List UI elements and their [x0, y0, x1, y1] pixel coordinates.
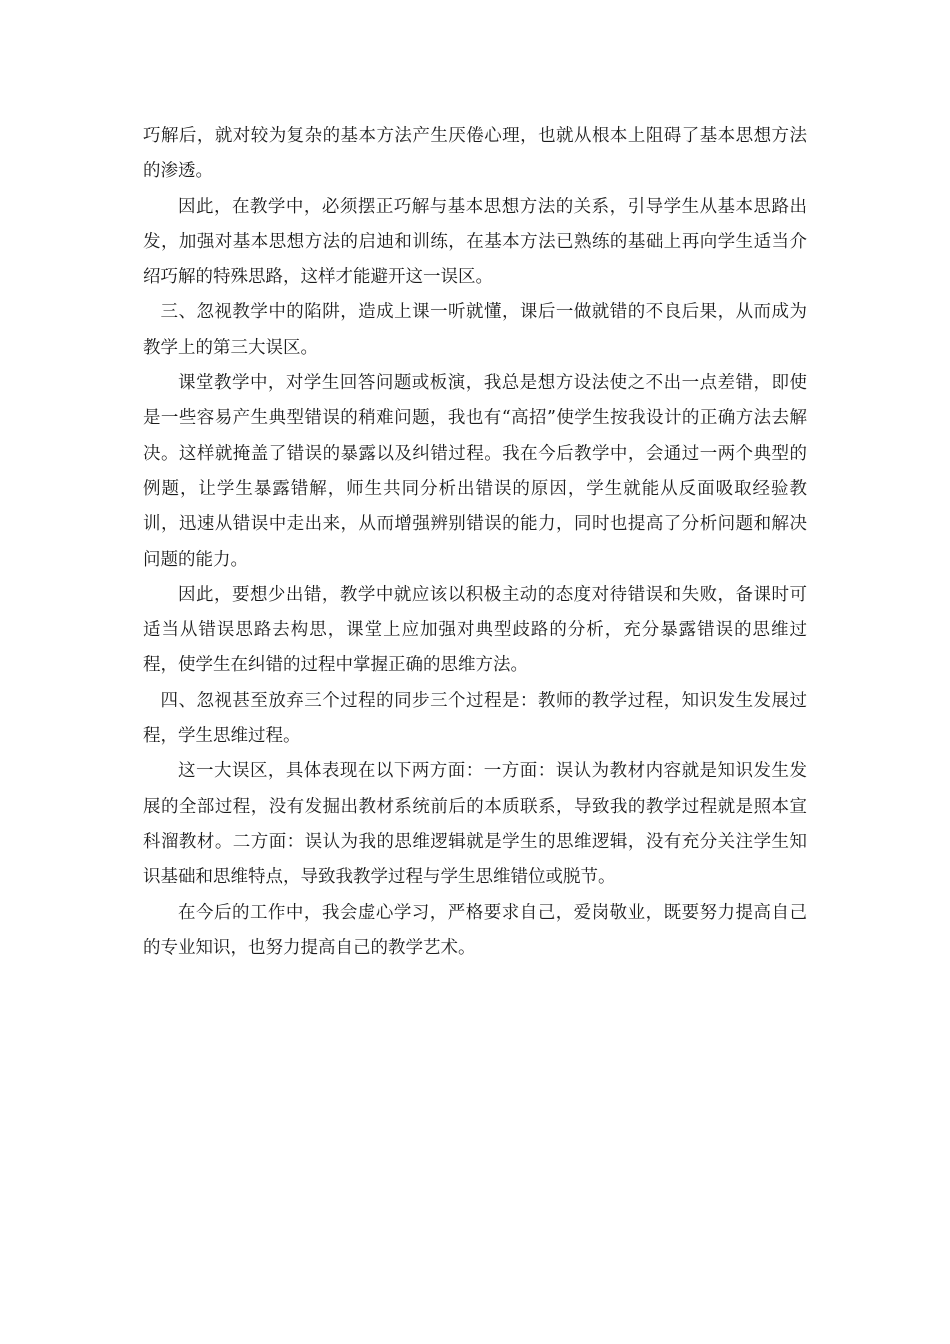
section-heading-four: 四、忽视甚至放弃三个过程的同步三个过程是：教师的教学过程，知识发生发展过程，学生思维过程。 [143, 690, 807, 747]
paragraph-misconception-details: 这一大误区，具体表现在以下两方面：一方面：误认为教材内容就是知识发生发展的全部过程，没有发掘出教材系统前后的本质联系，导致我的教学过程就是照本宣科溜教材。二方面：误认为我的思维逻辑就是学生的思维逻辑，没有充分关注学生知识基础和思维特点，导致我教学过程与学生思维错位或脱节。 [143, 761, 807, 888]
paragraph-future-work: 在今后的工作中，我会虚心学习，严格要求自己，爱岗敬业，既要努力提高自己的专业知识，也努力提高自己的教学艺术。 [143, 902, 807, 958]
paragraph-classroom-teaching: 课堂教学中，对学生回答问题或板演，我总是想方设法使之不出一点差错，即使是一些容易产生典型错误的稍难问题，我也有“高招”使学生按我设计的正确方法去解决。这样就掩盖了错误的暴露以及纠错过程。我在今后教学中，会通过一两个典型的例题，让学生暴露错解，师生共同分析出错误的原因，学生就能从反面吸取经验教训，迅速从错误中走出来，从而增强辨别错误的能力，同时也提高了分析问题和解决问题的能力。 [143, 373, 807, 570]
paragraph-conclusion-two: 因此，在教学中，必须摆正巧解与基本思想方法的关系，引导学生从基本思路出发，加强对基本思想方法的启迪和训练，在基本方法已熟练的基础上再向学生适当介绍巧解的特殊思路，这样才能避开这一误区。 [143, 196, 807, 288]
section-heading-three: 三、忽视教学中的陷阱，造成上课一听就懂，课后一做就错的不良后果，从而成为教学上的第三大误区。 [143, 302, 807, 358]
paragraph-conclusion-three: 因此，要想少出错，教学中就应该以积极主动的态度对待错误和失败，备课时可适当从错误思路去构思，课堂上应加强对典型歧路的分析，充分暴露错误的思维过程，使学生在纠错的过程中掌握正确的思维方法。 [143, 584, 807, 676]
paragraph-continuation: 巧解后，就对较为复杂的基本方法产生厌倦心理，也就从根本上阻碍了基本思想方法的渗透。 [143, 126, 807, 182]
document-body [143, 119, 807, 966]
